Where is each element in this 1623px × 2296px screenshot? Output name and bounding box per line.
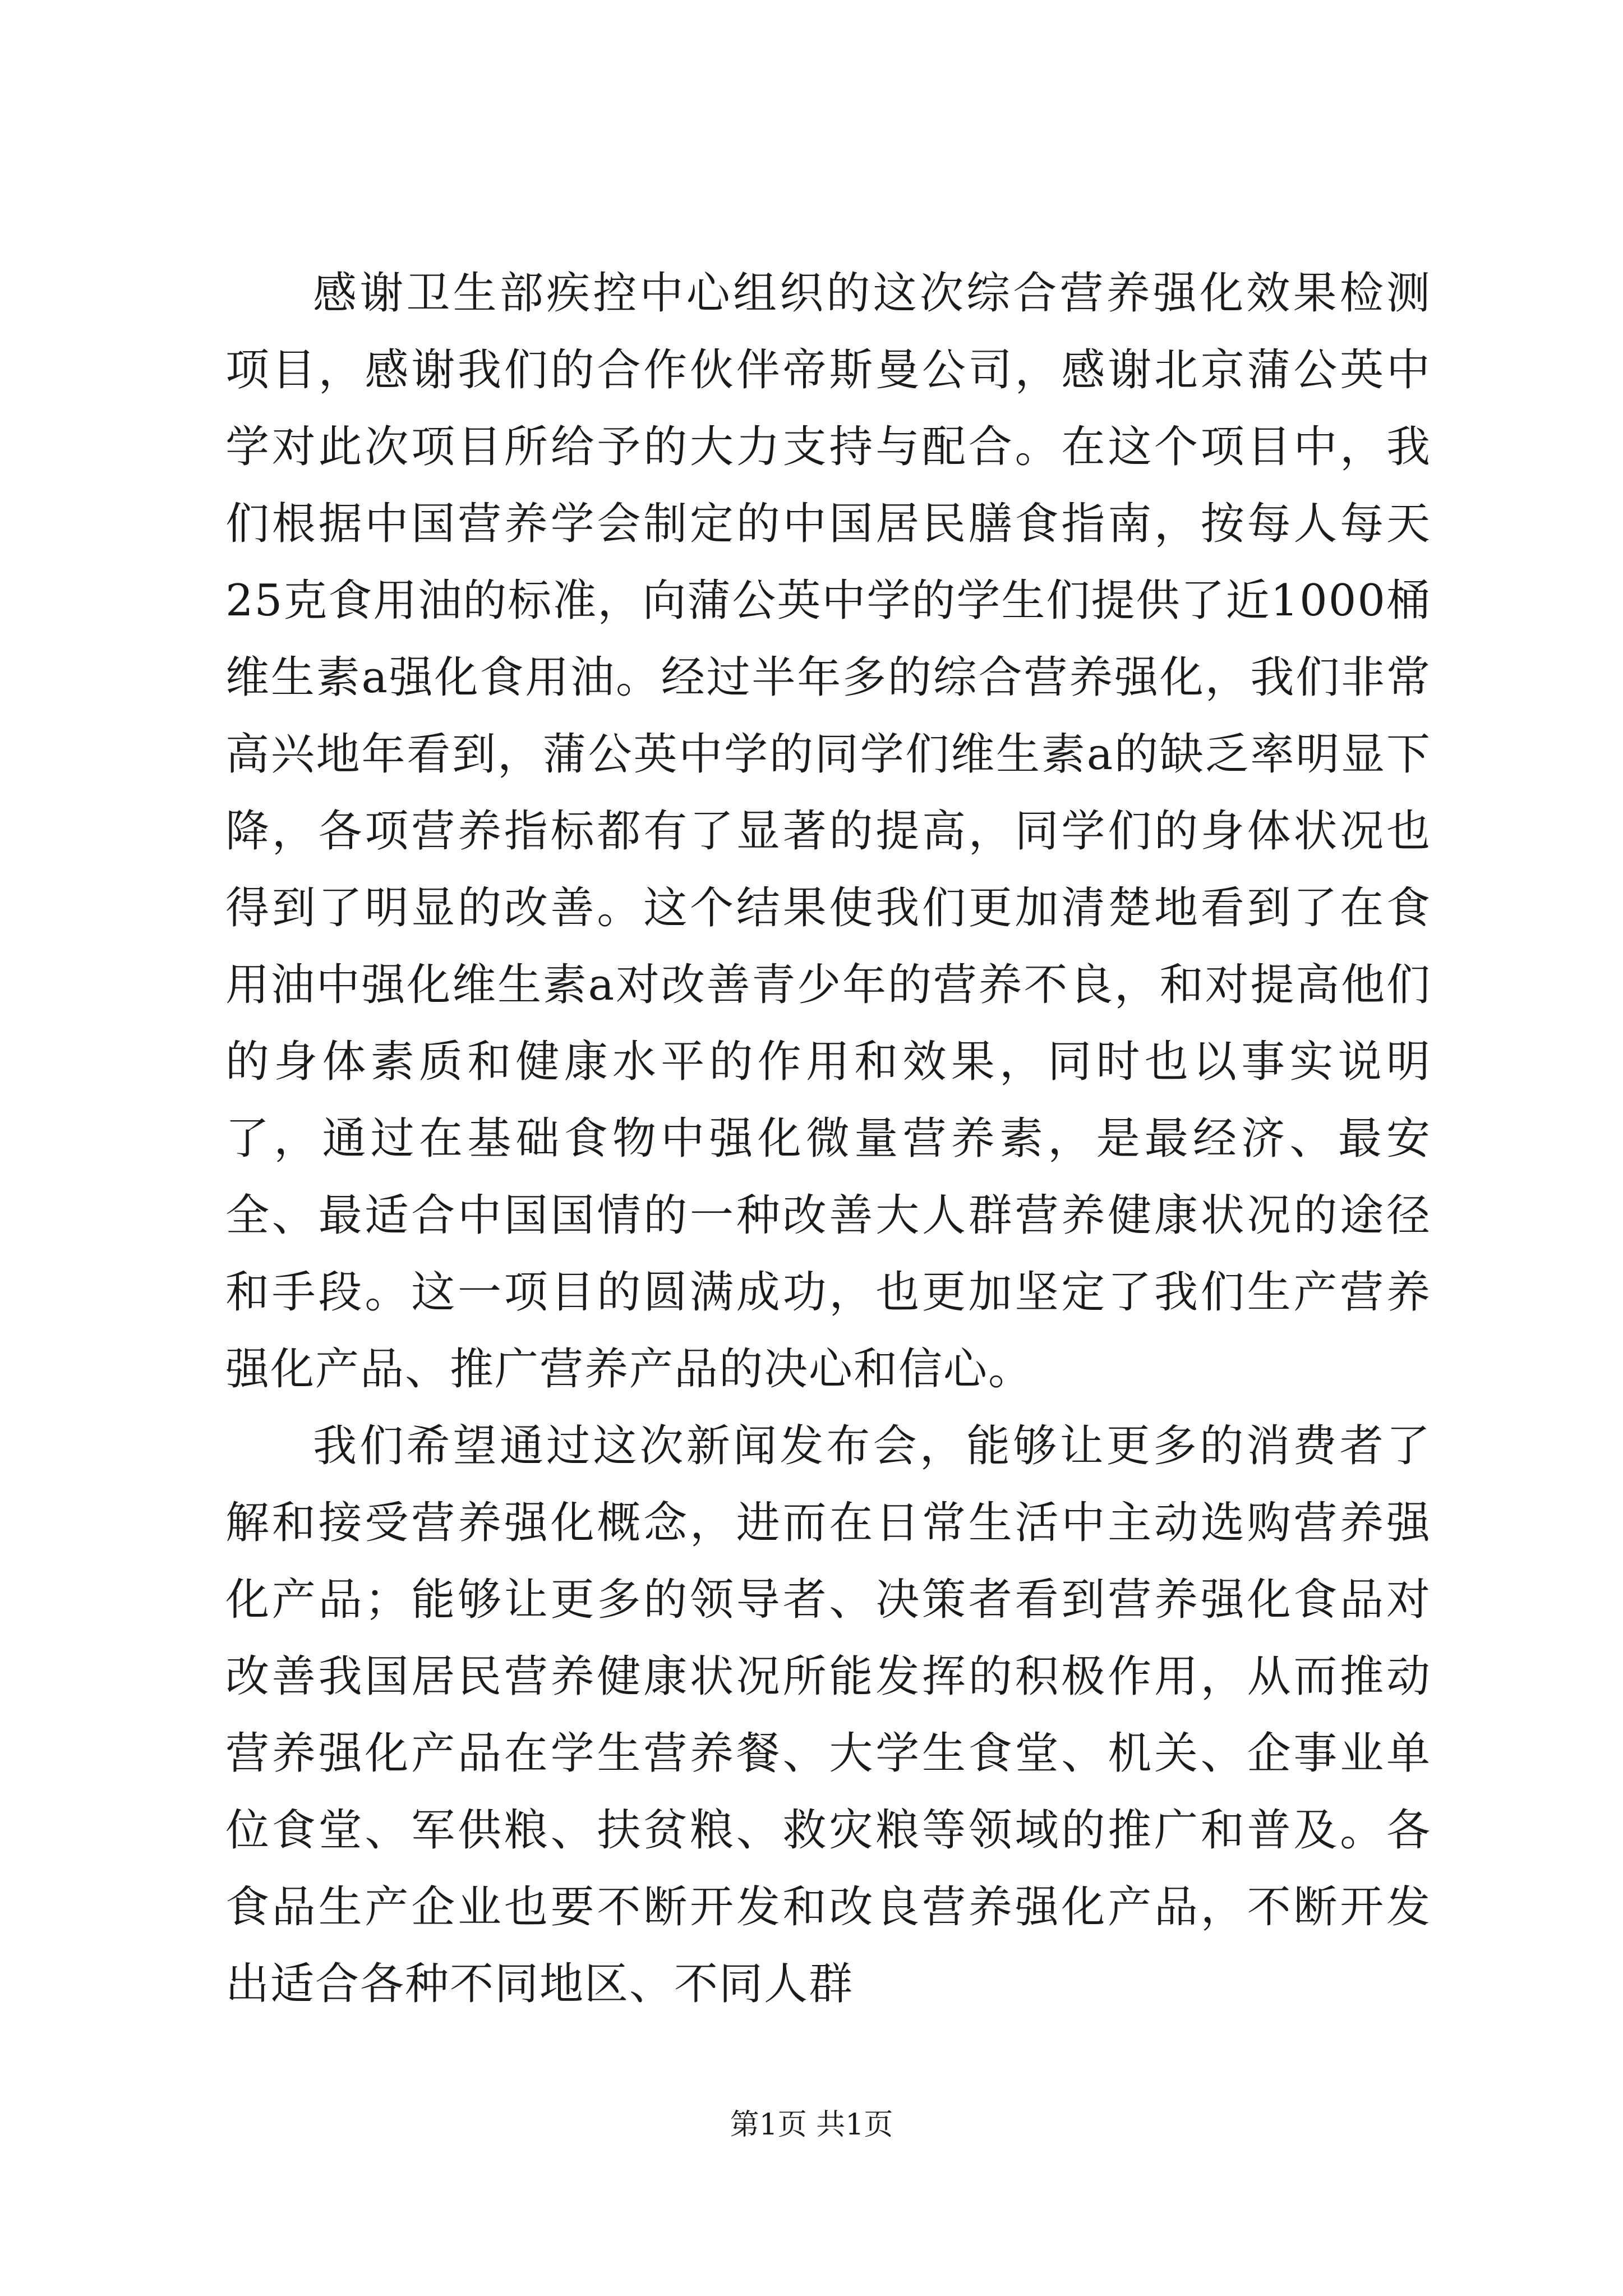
page-footer: 第1页 共1页 — [730, 2108, 893, 2142]
document-body — [225, 255, 1431, 2023]
paragraph-2: 我们希望通过这次新闻发布会，能够让更多的消费者了解和接受营养强化概念，进而在日常生活中主动选购营养强化产品；能够让更多的领导者、决策者看到营养强化食品对改善我国居民营养健康状况所能发挥的积极作用，从而推动营养强化产品在学生营养餐、大学生食堂、机关、企事业单位食堂、军供粮、扶贫粮、救灾粮等领域的推广和普及。各食品生产企业也要不断开发和改良营养强化产品，不断开发出适合各种不同地区、不同人群 — [225, 1421, 1431, 2009]
paragraph-1: 感谢卫生部疾控中心组织的这次综合营养强化效果检测项目，感谢我们的合作伙伴帝斯曼公司，感谢北京蒲公英中学对此次项目所给予的大力支持与配合。在这个项目中，我们根据中国营养学会制定的中国居民膳食指南，按每人每天25克食用油的标准，向蒲公英中学的学生们提供了近1000桶维生素a强化食用油。经过半年多的综合营养强化，我们非常高兴地年看到，蒲公英中学的同学们维生素a的缺乏率明显下降，各项营养指标都有了显著的提高，同学们的身体状况也得到了明显的改善。这个结果使我们更加清楚地看到了在食用油中强化维生素a对改善青少年的营养不良，和对提高他们的身体素质和健康水平的作用和效果，同时也以事实说明了，通过在基础食物中强化微量营养素，是最经济、最安全、最适合中国国情的一种改善大人群营养健康状况的途径和手段。这一项目的圆满成功，也更加坚定了我们生产营养强化产品、推广营养产品的决心和信心。 — [225, 268, 1431, 1395]
